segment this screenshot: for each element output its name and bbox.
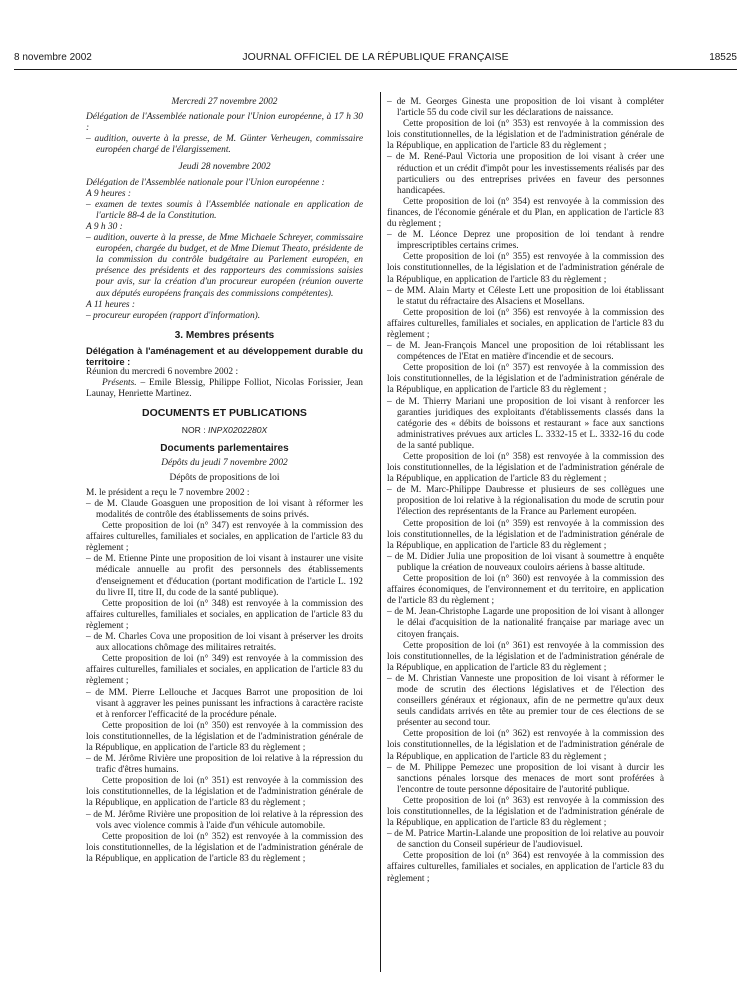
proposal-text: – de M. Léonce Deprez une proposition de loi tendant à rendre imprescriptibles certains crimes.: [387, 230, 664, 252]
referral-text: Cette proposition de loi (n° 347) est renvoyée à la commission des affaires culturelles, familiales et sociales, en application de l'article 83 du règlement ;: [86, 521, 363, 554]
proposal-text: – de M. Thierry Mariani une proposition de loi visant à renforcer les garanties juridiques des exploitants d'établissements classés dans la catégorie des « débits de boissons et restaurant » face aux sanctions administratives prévues aux articles L. 3332-15 et L. 3332-16 du code de la santé publique.: [387, 396, 664, 451]
referral-text: Cette proposition de loi (n° 361) est renvoyée à la commission des lois constitutionnelles, de la législation et de l'administration générale de la République, en application de l'article 83 du règlement ;: [387, 640, 664, 673]
documents-heading: DOCUMENTS ET PUBLICATIONS: [142, 407, 307, 420]
meeting-line: Réunion du mercredi 6 novembre 2002 :: [86, 367, 239, 378]
present-members: [86, 378, 363, 400]
agenda-time: A 9 heures :: [86, 188, 132, 199]
agenda-item: – procureur européen (rapport d'information).: [86, 310, 261, 321]
agenda-item: – audition, ouverte à la presse, de M. Günter Verheugen, commissaire européen chargé de l'élargissement.: [86, 134, 363, 156]
header-rule: [14, 69, 737, 70]
proposal-text: – de M. Georges Ginesta une proposition de loi visant à compléter l'article 55 du code civil sur les déclarations de naissance.: [387, 97, 664, 119]
page-header: [14, 50, 737, 68]
referral-text: Cette proposition de loi (n° 357) est renvoyée à la commission des lois constitutionnelles, de la législation et de l'administration générale de la République, en application de l'article 83 du règlement ;: [387, 363, 664, 396]
referral-text: Cette proposition de loi (n° 348) est renvoyée à la commission des affaires culturelles, familiales et sociales, en application de l'article 83 du règlement ;: [86, 598, 363, 631]
page-number: 18525: [709, 52, 737, 63]
list-item: [86, 754, 363, 809]
list-item: [86, 810, 363, 865]
entry-list: [387, 97, 664, 885]
referral-text: Cette proposition de loi (n° 355) est renvoyée à la commission des lois constitutionnelles, de la législation et de l'administration générale de la République, en application de l'article 83 du règlement ;: [387, 252, 664, 285]
list-item: [387, 763, 664, 830]
list-item: [387, 341, 664, 396]
referral-text: Cette proposition de loi (n° 350) est renvoyée à la commission des lois constitutionnelles, de la législation et de l'administration générale de la République, en application de l'article 83 du règlement ;: [86, 720, 363, 753]
list-item: [387, 152, 664, 230]
nor-code: INPX0202280X: [208, 425, 268, 436]
proposal-text: – de M. Etienne Pinte une proposition de loi visant à instaurer une visite médicale annuelle au profit des personnels des établissements d'enseignement et d'éducation (portant modification de l'article L. 192 du livre II, titre II, du code de la santé publique).: [86, 554, 363, 598]
proposal-text: – de M. Patrice Martin-Lalande une proposition de loi relative au pouvoir de sanction du Conseil supérieur de l'audiovisuel.: [387, 829, 664, 851]
agenda-date: Mercredi 27 novembre 2002: [171, 97, 278, 107]
president-intro: M. le président a reçu le 7 novembre 2002 :: [86, 487, 250, 498]
agenda-delegation: Délégation de l'Assemblée nationale pour l'Union européenne :: [86, 177, 325, 188]
depots-title: Dépôts de propositions de loi: [169, 472, 280, 483]
column-divider: [380, 92, 381, 972]
referral-text: Cette proposition de loi (n° 352) est renvoyée à la commission des lois constitutionnelles, de la législation et de l'administration générale de la République, en application de l'article 83 du règlement ;: [86, 831, 363, 864]
proposal-text: – de M. Claude Goasguen une proposition de loi visant à réformer les modalités de contrôle des établissements de soins privés.: [86, 498, 363, 520]
list-item: [387, 607, 664, 674]
proposal-text: – de M. Philippe Pemezec une proposition de loi visant à durcir les sanctions pénales lorsque des menaces de mort sont proférées à l'encontre de toute personne dépositaire de l'autorité publique.: [387, 762, 664, 795]
proposal-text: – de M. Charles Cova une proposition de loi visant à préserver les droits aux allocations chômage des militaires retraités.: [86, 632, 363, 654]
list-item: [387, 829, 664, 884]
journal-title: JOURNAL OFFICIEL DE LA RÉPUBLIQUE FRANÇAISE: [242, 52, 509, 63]
proposal-text: – de MM. Pierre Lellouche et Jacques Barrot une proposition de loi visant à aggraver les peines punissant les infractions à caractère raciste et à renforcer l'efficacité de la procédure pénale.: [86, 687, 363, 720]
nor-reference: [86, 425, 363, 436]
documents-subtitle: Documents parlementaires: [160, 442, 289, 454]
right-column: [387, 97, 664, 885]
referral-text: Cette proposition de loi (n° 349) est renvoyée à la commission des affaires culturelles, familiales et sociales, en application de l'article 83 du règlement ;: [86, 654, 363, 687]
left-column: [86, 97, 363, 865]
proposal-text: – de M. Jérôme Rivière une proposition de loi relative à la répression des vols avec violence commis à l'aide d'un véhicule automobile.: [86, 809, 363, 831]
proposal-text: – de M. Jérôme Rivière une proposition de loi relative à la répression du trafic d'êtres humains.: [86, 754, 363, 776]
present-names: – Emile Blessig, Philippe Folliot, Nicolas Forissier, Jean Launay, Henriette Martinez.: [86, 378, 363, 400]
referral-text: Cette proposition de loi (n° 353) est renvoyée à la commission des lois constitutionnelles, de la législation et de l'administration générale de la République, en application de l'article 83 du règlement ;: [387, 119, 664, 152]
list-item: [86, 499, 363, 554]
agenda-time: A 11 heures :: [86, 299, 136, 310]
proposal-text: – de M. René-Paul Victoria une proposition de loi visant à créer une réduction et un crédit d'impôt pour les investissements réalisés par des particuliers ou des entreprises privées en faveur des personnes handicapées.: [387, 152, 664, 196]
header-date: 8 novembre 2002: [14, 52, 92, 63]
list-item: [86, 632, 363, 687]
referral-text: Cette proposition de loi (n° 359) est renvoyée à la commission des lois constitutionnelles, de la législation et de l'administration générale de la République, en application de l'article 83 du règlement ;: [387, 518, 664, 551]
agenda-item: – examen de textes soumis à l'Assemblée nationale en application de l'article 88-4 de la Constitution.: [86, 199, 363, 221]
proposal-text: – de M. Jean-François Mancel une proposition de loi rétablissant les compétences de l'Etat en matière d'incendie et de secours.: [387, 341, 664, 363]
proposal-text: – de M. Marc-Philippe Daubresse et plusieurs de ses collègues une proposition de loi relative à la régionalisation du mode de scrutin pour l'élection des représentants de la France au Parlement européen.: [387, 485, 664, 518]
referral-text: Cette proposition de loi (n° 360) est renvoyée à la commission des affaires économiques, de l'environnement et du territoire, en application de l'article 83 du règlement ;: [387, 574, 664, 607]
agenda-item: – audition, ouverte à la presse, de Mme Michaele Schreyer, commissaire européen, chargée du budget, et de Mme Diemut Theato, présidente de la commission du contrôle budgétaire au Parlement européen, en présence des présidents et des rapporteurs des commissions saisies pour avis, sur la création d'un procureur européen (réunion ouverte aux députés européens français des commissions compétentes).: [86, 233, 363, 299]
section-delegation: Délégation à l'aménagement et au développement durable du territoire :: [86, 344, 363, 367]
nor-label: NOR :: [181, 425, 208, 436]
present-label: Présents.: [102, 378, 137, 389]
referral-text: Cette proposition de loi (n° 356) est renvoyée à la commission des affaires culturelles, familiales et sociales, en application de l'article 83 du règlement ;: [387, 307, 664, 340]
referral-text: Cette proposition de loi (n° 351) est renvoyée à la commission des lois constitutionnelles, de la législation et de l'administration générale de la République, en application de l'article 83 du règlement ;: [86, 776, 363, 809]
list-item: [387, 397, 664, 486]
agenda-date: Jeudi 28 novembre 2002: [178, 162, 271, 173]
proposal-text: – de M. Didier Julia une proposition de loi visant à soumettre à enquête publique la création de nouveaux couloirs aériens à basse altitude.: [387, 551, 664, 573]
list-item: [387, 552, 664, 607]
list-item: [387, 674, 664, 763]
agenda-delegation: Délégation de l'Assemblée nationale pour l'Union européenne, à 17 h 30 :: [86, 112, 363, 134]
section-title: 3. Membres présents: [174, 329, 275, 341]
list-item: [86, 688, 363, 755]
proposal-text: – de MM. Alain Marty et Céleste Lett une proposition de loi établissant le statut du réfractaire des Alsaciens et Mosellans.: [387, 285, 664, 307]
list-item: [86, 554, 363, 632]
proposal-text: – de M. Christian Vanneste une proposition de loi visant à réformer le mode de scrutin des élections législatives et de l'élection des conseillers généraux et régionaux, afin de ne permettre qu'aux deux seuls candidats arrivés en tête au premier tour de ces élections de se présenter au second tour.: [387, 673, 664, 729]
list-item: [387, 286, 664, 341]
proposal-text: – de M. Jean-Christophe Lagarde une proposition de loi visant à allonger le délai d'acquisition de la nationalité française par mariage avec un citoyen français.: [387, 607, 664, 640]
list-item: [387, 230, 664, 285]
list-item: [387, 97, 664, 152]
entry-list: [86, 499, 363, 865]
referral-text: Cette proposition de loi (n° 363) est renvoyée à la commission des lois constitutionnelles, de la législation et de l'administration générale de la République, en application de l'article 83 du règlement ;: [387, 795, 664, 829]
list-item: [387, 485, 664, 552]
depots-date: Dépôts du jeudi 7 novembre 2002: [161, 457, 288, 468]
referral-text: Cette proposition de loi (n° 358) est renvoyée à la commission des lois constitutionnelles, de la législation et de l'administration générale de la République, en application de l'article 83 du règlement ;: [387, 452, 664, 485]
referral-text: Cette proposition de loi (n° 362) est renvoyée à la commission des lois constitutionnelles, de la législation et de l'administration générale de la République, en application de l'article 83 du règlement ;: [387, 729, 664, 762]
referral-text: Cette proposition de loi (n° 364) est renvoyée à la commission des affaires culturelles, familiales et sociales, en application de l'article 83 du règlement ;: [387, 851, 664, 884]
referral-text: Cette proposition de loi (n° 354) est renvoyée à la commission des finances, de l'économie générale et du Plan, en application de l'article 83 du règlement ;: [387, 196, 664, 230]
agenda-time: A 9 h 30 :: [86, 221, 123, 232]
